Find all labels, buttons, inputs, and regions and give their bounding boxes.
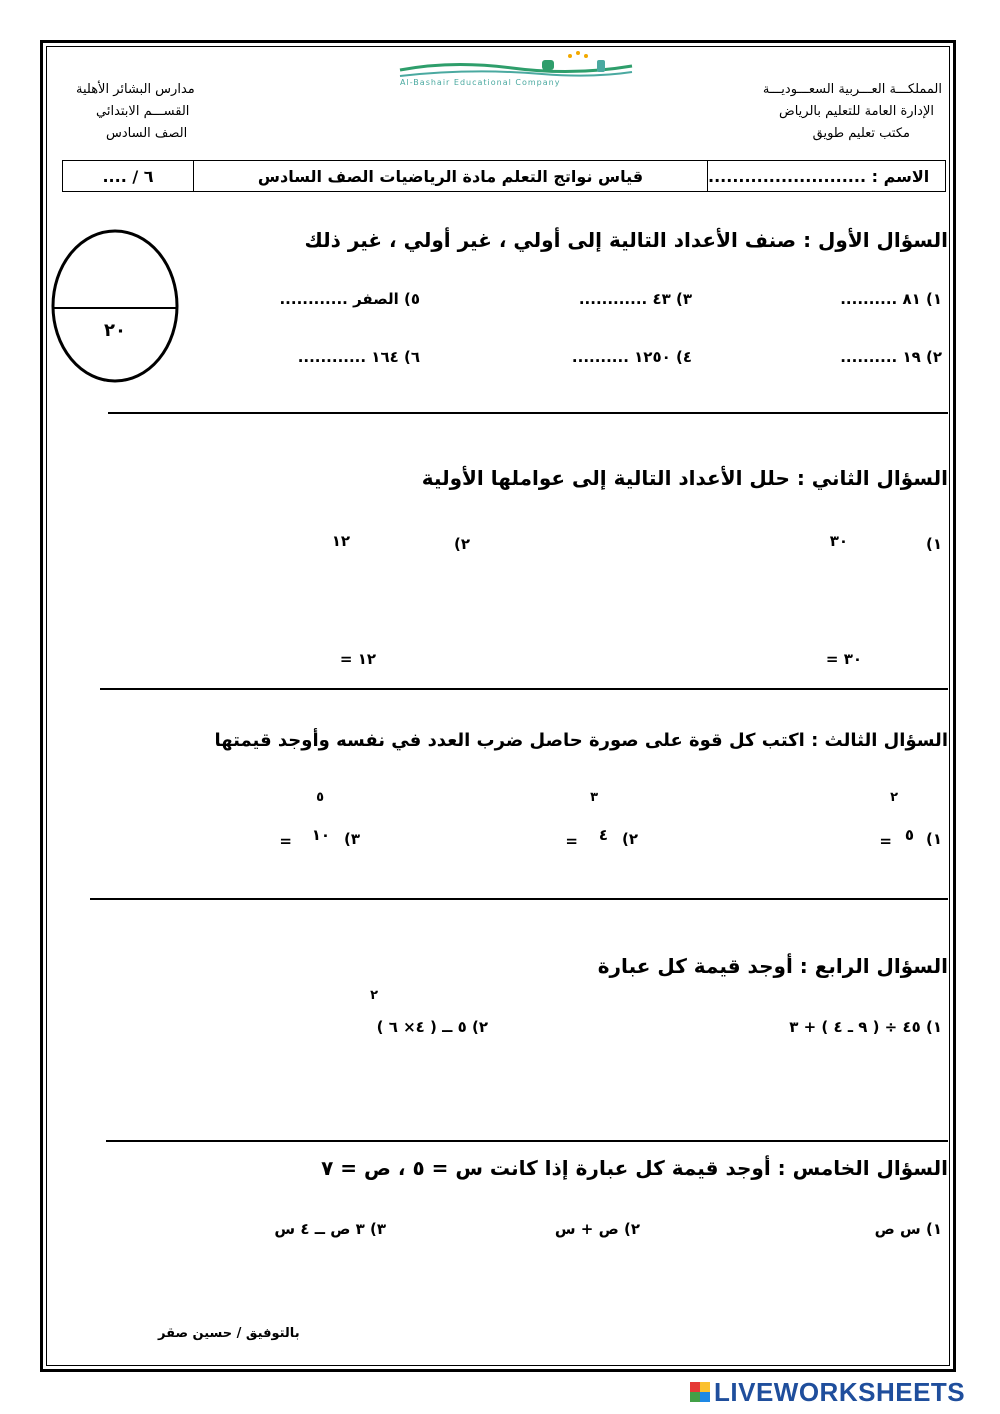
- test-title: قياس نواتج التعلم مادة الرياضيات الصف السادس: [193, 161, 707, 191]
- score-field[interactable]: ٦ / ....: [102, 166, 154, 186]
- teacher-signature: بالتوفيق / حسين صقر: [158, 1326, 300, 1341]
- q3-item-1-label: ١): [925, 830, 942, 848]
- q4-item-1: ١) ٤٥ ÷ ( ٩ ـ ٤ ) + ٣: [789, 1018, 942, 1036]
- q3-item-2-base: ٤: [598, 826, 608, 844]
- q1-item-5[interactable]: ٥) الصفر ............: [279, 290, 420, 308]
- header-left-line-3: الصف السادس: [106, 126, 188, 141]
- liveworksheets-text: LIVEWORKSHEETS: [714, 1376, 966, 1407]
- score-circle: [50, 228, 180, 384]
- q2-result-1[interactable]: ٣٠ =: [825, 650, 862, 668]
- q5-item-2: ٢) ص + س: [554, 1220, 640, 1238]
- liveworksheets-brand[interactable]: [690, 1378, 965, 1406]
- q3-item-1-exponent: ٢: [890, 790, 898, 805]
- q1-item-3[interactable]: ٣) ٤٣ ............: [578, 290, 692, 308]
- header-left-line-2: القســـم الابتدائي: [96, 104, 190, 119]
- q2-item-2-label: ٢): [453, 535, 470, 553]
- q3-item-3-label: ٣): [343, 830, 360, 848]
- q3-title: السؤال الثالث : اكتب كل قوة على صورة حاصل ضرب العدد في نفسه وأوجد قيمتها: [214, 730, 948, 751]
- q2-item-2-number: ١٢: [331, 532, 350, 550]
- q2-item-1-label: ١): [925, 535, 942, 553]
- section-divider: [90, 898, 948, 900]
- q3-item-2-label: ٢): [621, 830, 638, 848]
- q4-title: السؤال الرابع : أوجد قيمة كل عبارة: [597, 954, 948, 978]
- q5-item-3: ٣) ٣ ص ــ ٤ س: [274, 1220, 386, 1238]
- header-right-line-1: المملكـــة العـــربية السعـــوديـــة: [762, 82, 942, 97]
- q2-result-2[interactable]: ١٢ =: [339, 650, 376, 668]
- q1-item-2[interactable]: ٢) ١٩ ..........: [840, 348, 942, 366]
- q3-item-3-exponent: ٥: [316, 790, 324, 805]
- q1-item-6[interactable]: ٦) ١٦٤ ............: [297, 348, 420, 366]
- section-divider: [100, 688, 948, 690]
- q4-item-2-exponent: ٢: [370, 988, 378, 1003]
- q2-item-1-number: ٣٠: [829, 532, 848, 550]
- section-divider: [108, 412, 948, 414]
- q3-item-2-equals[interactable]: =: [565, 832, 578, 850]
- header-right-line-2: الإدارة العامة للتعليم بالرياض: [779, 104, 934, 119]
- liveworksheets-logo-icon: [690, 1382, 710, 1402]
- q3-item-1-equals[interactable]: =: [879, 832, 892, 850]
- score-circle-total: ٢٠: [104, 320, 126, 341]
- q3-item-2-exponent: ٣: [590, 790, 598, 805]
- title-bar: [62, 160, 946, 192]
- q3-item-1-base: ٥: [904, 826, 914, 844]
- q5-item-1: ١) س ص: [874, 1220, 942, 1238]
- q4-item-2: ٢) ٥ ــ ( ٤× ٦ ): [376, 1018, 488, 1036]
- q1-item-4[interactable]: ٤) ١٢٥٠ ..........: [571, 348, 692, 366]
- q3-item-3-base: ١٠: [311, 826, 330, 844]
- q5-title: السؤال الخامس : أوجد قيمة كل عبارة إذا كانت س = ٥ ، ص = ٧: [321, 1156, 948, 1180]
- school-logo: [392, 48, 642, 90]
- header-right-line-3: مكتب تعليم طويق: [812, 126, 910, 141]
- q1-item-1[interactable]: ١) ٨١ ..........: [840, 290, 942, 308]
- q3-item-3-equals[interactable]: =: [279, 832, 292, 850]
- header-left-line-1: مدارس البشائر الأهلية: [76, 82, 195, 97]
- q1-title: السؤال الأول : صنف الأعداد التالية إلى أولي ، غير أولي ، غير ذلك: [304, 228, 948, 252]
- q2-title: السؤال الثاني : حلل الأعداد التالية إلى عواملها الأولية: [421, 466, 948, 490]
- name-field[interactable]: الاسم : ..........................: [707, 161, 947, 191]
- section-divider: [106, 1140, 948, 1142]
- logo-company-text: Al-Bashair Educational Company: [400, 78, 561, 87]
